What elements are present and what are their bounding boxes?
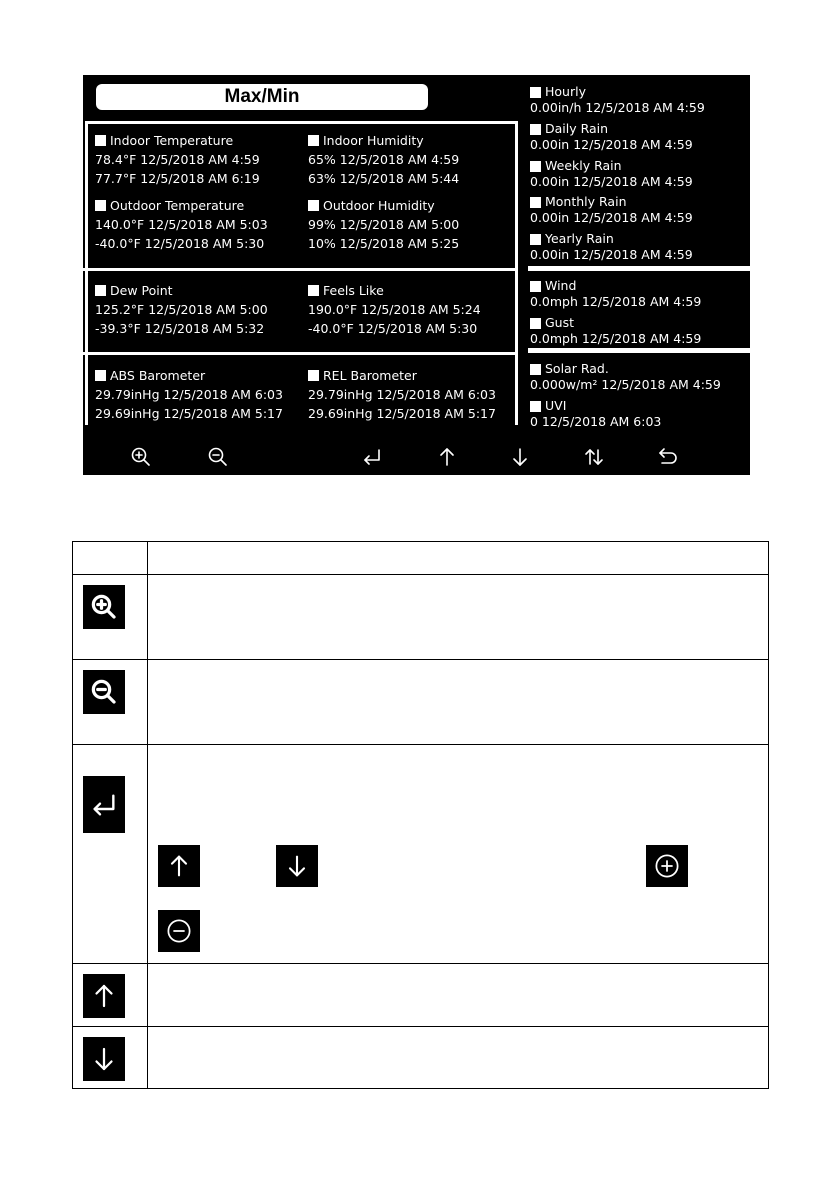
checkbox[interactable] bbox=[530, 281, 541, 292]
divider bbox=[85, 121, 515, 124]
icon-description-table bbox=[72, 541, 769, 1089]
field-dew-point[interactable]: Dew Point 125.2°F 12/5/2018 AM 5:00 -39.3°F 12/5/2018 AM 5:32 bbox=[95, 283, 268, 336]
field-feels-like[interactable]: Feels Like 190.0°F 12/5/2018 AM 5:24 -40.0°F 12/5/2018 AM 5:30 bbox=[308, 283, 481, 336]
plus-circle-icon bbox=[646, 845, 688, 887]
table-row-separator bbox=[73, 963, 768, 1026]
field-outdoor-humidity[interactable]: Outdoor Humidity 99% 12/5/2018 AM 5:00 10% 12/5/2018 AM 5:25 bbox=[308, 198, 460, 251]
arrow-up-icon bbox=[158, 845, 200, 887]
arrow-down-icon bbox=[83, 1037, 125, 1081]
divider bbox=[528, 348, 750, 353]
field-yearly-rain[interactable]: Yearly Rain 0.00in 12/5/2018 AM 4:59 bbox=[530, 231, 693, 262]
field-weekly-rain[interactable]: Weekly Rain 0.00in 12/5/2018 AM 4:59 bbox=[530, 158, 693, 189]
field-outdoor-temperature[interactable]: Outdoor Temperature 140.0°F 12/5/2018 AM 5:03 -40.0°F 12/5/2018 AM 5:30 bbox=[95, 198, 268, 251]
checkbox[interactable] bbox=[530, 161, 541, 172]
table-row-separator bbox=[73, 659, 768, 744]
field-abs-barometer[interactable]: ABS Barometer 29.79inHg 12/5/2018 AM 6:03 29.69inHg 12/5/2018 AM 5:17 bbox=[95, 368, 283, 421]
checkbox[interactable] bbox=[95, 370, 106, 381]
field-rel-barometer[interactable]: REL Barometer 29.79inHg 12/5/2018 AM 6:03 29.69inHg 12/5/2018 AM 5:17 bbox=[308, 368, 496, 421]
enter-icon bbox=[83, 776, 125, 833]
weather-screen bbox=[83, 75, 750, 475]
checkbox[interactable] bbox=[530, 124, 541, 135]
field-wind[interactable]: Wind 0.0mph 12/5/2018 AM 4:59 bbox=[530, 278, 702, 309]
minus-circle-icon bbox=[158, 910, 200, 952]
field-daily-rain[interactable]: Daily Rain 0.00in 12/5/2018 AM 4:59 bbox=[530, 121, 693, 152]
zoom-in-icon bbox=[83, 585, 125, 629]
checkbox[interactable] bbox=[530, 364, 541, 375]
table-header-separator bbox=[73, 574, 768, 659]
page-title: Max/Min bbox=[96, 84, 428, 110]
field-indoor-humidity[interactable]: Indoor Humidity 65% 12/5/2018 AM 4:59 63% 12/5/2018 AM 5:44 bbox=[308, 133, 460, 186]
field-monthly-rain[interactable]: Monthly Rain 0.00in 12/5/2018 AM 4:59 bbox=[530, 194, 693, 225]
divider bbox=[515, 121, 518, 425]
table-row-separator bbox=[73, 1026, 768, 1089]
checkbox[interactable] bbox=[95, 135, 106, 146]
checkbox[interactable] bbox=[308, 200, 319, 211]
checkbox[interactable] bbox=[530, 87, 541, 98]
swap-vertical-icon[interactable] bbox=[581, 444, 607, 470]
arrow-down-icon bbox=[276, 845, 318, 887]
field-gust[interactable]: Gust 0.0mph 12/5/2018 AM 4:59 bbox=[530, 315, 702, 346]
field-uvi[interactable]: UVI 0 12/5/2018 AM 6:03 bbox=[530, 398, 662, 429]
field-hourly-rain[interactable]: Hourly 0.00in/h 12/5/2018 AM 4:59 bbox=[530, 84, 705, 115]
checkbox[interactable] bbox=[530, 318, 541, 329]
checkbox[interactable] bbox=[308, 285, 319, 296]
checkbox[interactable] bbox=[530, 234, 541, 245]
arrow-up-icon bbox=[83, 974, 125, 1018]
checkbox[interactable] bbox=[95, 200, 106, 211]
field-indoor-temperature[interactable]: Indoor Temperature 78.4°F 12/5/2018 AM 4:59 77.7°F 12/5/2018 AM 6:19 bbox=[95, 133, 260, 186]
checkbox[interactable] bbox=[95, 285, 106, 296]
enter-icon[interactable] bbox=[359, 444, 385, 470]
zoom-out-icon[interactable] bbox=[205, 444, 231, 470]
divider bbox=[85, 121, 88, 425]
checkbox[interactable] bbox=[530, 401, 541, 412]
zoom-in-icon[interactable] bbox=[128, 444, 154, 470]
divider bbox=[528, 266, 750, 271]
back-icon[interactable] bbox=[655, 444, 681, 470]
divider bbox=[83, 352, 515, 355]
zoom-out-icon bbox=[83, 670, 125, 714]
arrow-down-icon[interactable] bbox=[507, 444, 533, 470]
checkbox[interactable] bbox=[308, 370, 319, 381]
checkbox[interactable] bbox=[308, 135, 319, 146]
divider bbox=[83, 268, 515, 271]
arrow-up-icon[interactable] bbox=[434, 444, 460, 470]
checkbox[interactable] bbox=[530, 197, 541, 208]
field-solar-rad[interactable]: Solar Rad. 0.000w/m² 12/5/2018 AM 4:59 bbox=[530, 361, 721, 392]
